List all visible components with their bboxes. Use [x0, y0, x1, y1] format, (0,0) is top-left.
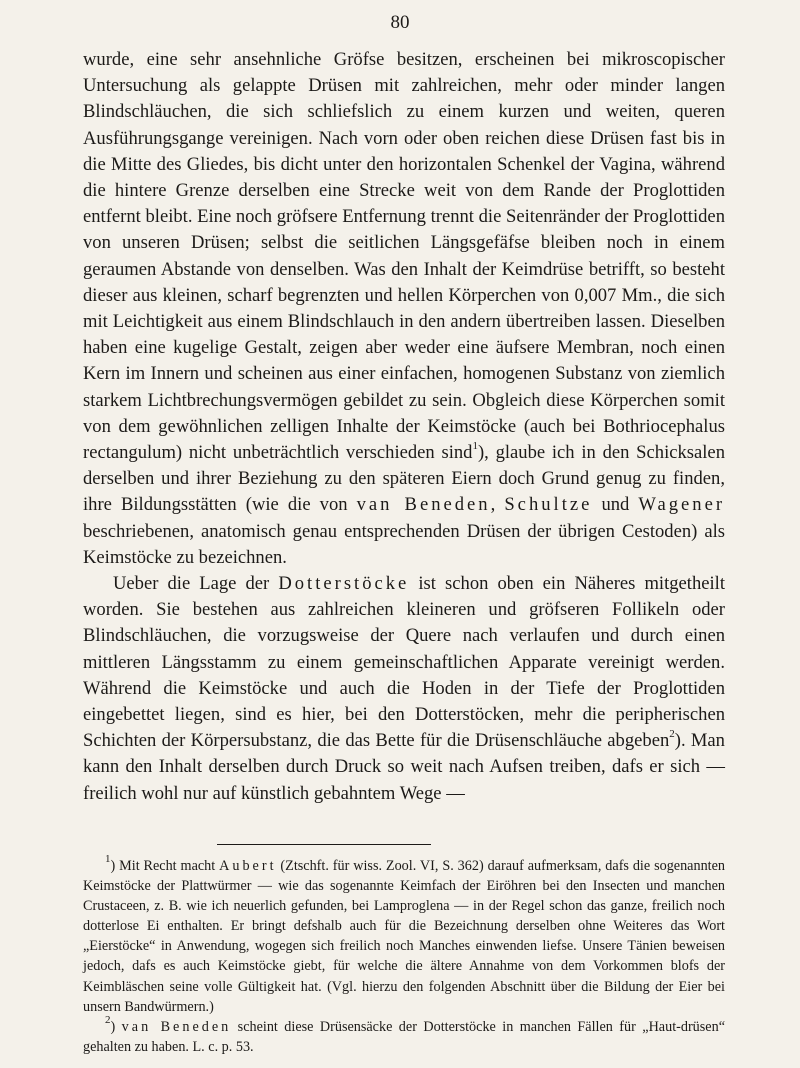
paragraph	[83, 571, 725, 807]
text-run: scheint diese Drüsensäcke der Dotterstöcke in manchen Fällen für „Haut-drüsen“ gehalten zu haben. L. c. p. 53.	[83, 1018, 725, 1055]
text-run: wurde, eine sehr ansehnliche Gröfse besitzen, erscheinen bei mikroscopischer Untersuchung als gelappte Drüsen mit zahlreichen, mehr oder minder langen Blindschläuchen, die sich schliefslich zu einem kurzen und weiten, queren Ausführungsgange vereinigen. Nach vorn oder oben reichen diese Drüsen fast bis in die Mitte des Gliedes, bis dicht unter den horizontalen Schenkel der Vagina, während die hintere Grenze derselben eine Strecke weit von dem Rande der Proglottiden entfernt bleibt. Eine noch gröfsere Entfernung trennt die Seitenränder der Proglottiden von unseren Drüsen; selbst die seitlichen Längsgefäfse bleiben noch in einem geraumen Abstande von denselben. Was den Inhalt der Keimdrüse betrifft, so besteht dieser aus kleinen, scharf begrenzten und hellen Körperchen von 0,007 Mm., die sich mit Leichtigkeit aus einem Blindschlauch in den andern übertreiben lassen. Dieselben haben eine kugelige Gestalt, zeigen aber weder eine äufsere Membran, noch einen Kern im Innern und scheinen aus einer einfachen, homogenen Substanz von ziemlich starkem Lichtbrechungsvermögen gebildet zu sein. Obgleich diese Körperchen somit von dem gewöhnlichen zelligen Inhalte der Keimstöcke (auch bei Bothriocephalus rectangulum) nicht unbeträchtlich verschieden sind	[83, 49, 725, 464]
author-name: Aubert	[219, 858, 277, 874]
main-text	[83, 47, 725, 807]
footnote-marker: 2	[669, 728, 675, 741]
text-run: )	[110, 1018, 122, 1035]
text-run: ) Mit Recht macht	[110, 858, 220, 874]
text-run: und	[592, 494, 639, 516]
author-name: van Beneden	[356, 494, 491, 516]
text-run: ). Man kann den Inhalt derselben durch Druck so weit nach Aufsen treiben, dafs er sich — freilich wohl nur auf künstlich gebahntem Wege —	[83, 730, 725, 804]
text-run: ,	[490, 494, 505, 516]
text-run: beschriebenen, anatomisch genau entsprechenden Drüsen der übrigen Cestoden) als Keimstöcke zu bezeichnen.	[83, 520, 725, 568]
text-run: ), glaube ich in den Schicksalen derselben und ihrer Beziehung zu den späteren Eiern doch Grund genug zu finden, ihre Bildungsstätten (wie die von	[83, 442, 725, 516]
page-number: 80	[390, 12, 410, 33]
footnote-number: 1	[105, 853, 111, 866]
emphasized-term: Dotterstöcke	[278, 573, 410, 595]
author-name: Wagener	[638, 494, 726, 516]
footnote-divider	[217, 844, 431, 845]
footnote	[83, 1014, 725, 1057]
footnote	[83, 853, 725, 1017]
author-name: Schultze	[504, 494, 593, 516]
paragraph	[83, 47, 725, 571]
text-run: ist schon oben ein Näheres mitgetheilt worden. Sie bestehen aus zahlreichen kleineren und gröfseren Follikeln oder Blindschläuchen, die vorzugsweise der Quere nach verlaufen und durch einen mittleren Längsstamm zu einem gemeinschaftlichen Apparate vereinigt werden. Während die Keimstöcke und auch die Hoden in der Tiefe der Proglottiden eingebettet liegen, sind es hier, bei den Dotterstöcken, mehr die peripherischen Schichten der Körpersubstanz, die das Bette für die Drüsenschläuche abgeben	[83, 573, 725, 752]
footnote-marker: 1	[472, 439, 478, 452]
footnotes	[83, 853, 725, 1057]
text-run: Ueber die Lage der	[113, 573, 279, 595]
text-run: (Ztschft. für wiss. Zool. VI, S. 362) darauf aufmerksam, dafs die sogenannten Keimstöcke der Plattwürmer — wie das sogenannte Keimfach der Eiröhren bei den Insecten und manchen Crustaceen, z. B. wie ich neuerlich gefunden, bei Lamproglena — in der Regel schon das ganze, freilich noch dotterlose Ei enthalten. Er bringt defshalb auch für die Bezeichnung derselben ohne Weiteres das Wort „Eierstöcke“ in Anwendung, wogegen sich freilich noch Manches einwenden liefse. Unsere Tänien beweisen jedoch, dafs es auch Keimstöcke giebt, für welche die ältere Annahme von dem Vorkommen blofs der Keimbläschen seine volle Gültigkeit hat. (Vgl. hierzu den folgenden Abschnitt über die Bildung der Eier bei unsern Bandwürmern.)	[83, 858, 725, 1015]
author-name: van Beneden	[121, 1018, 232, 1035]
footnote-number: 2	[105, 1014, 111, 1027]
